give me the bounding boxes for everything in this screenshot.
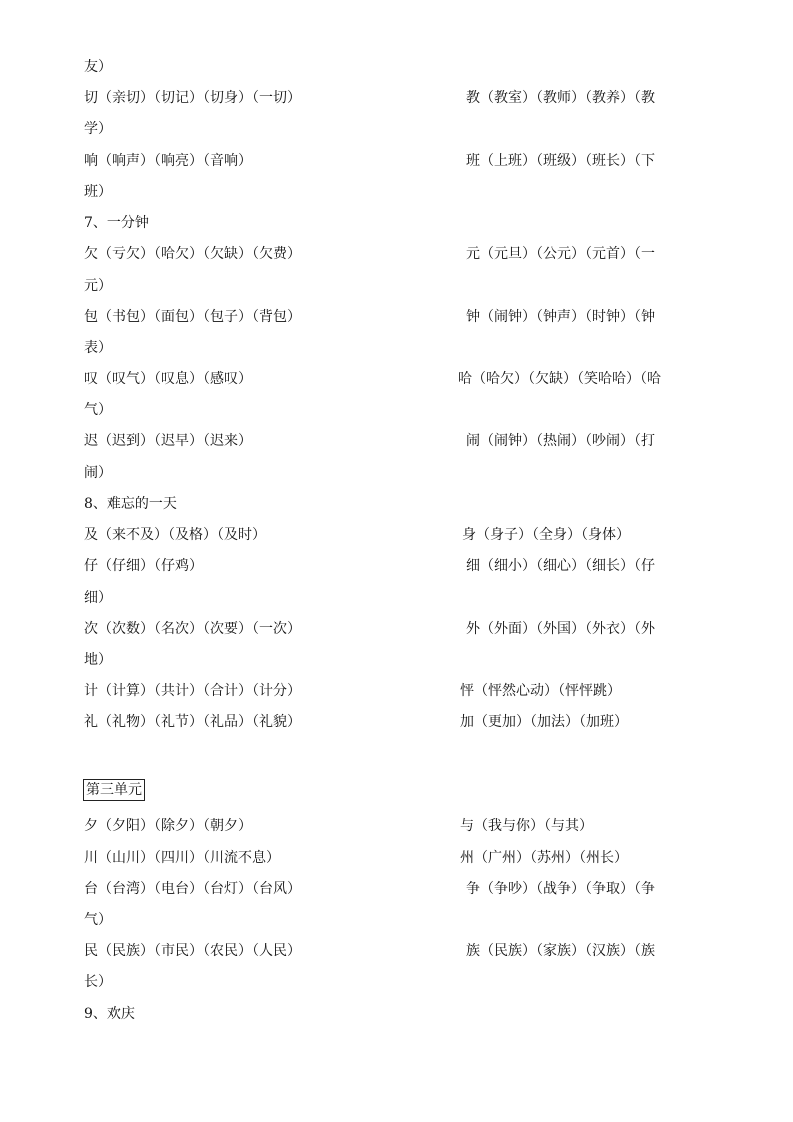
text-line-right: 哈（哈欠）（欠缺）（笑哈哈）（哈 (458, 371, 661, 387)
text-line-right: 与（我与你）（与其） (460, 818, 593, 834)
text-line: 切（亲切）（切记）（切身）（一切） (84, 90, 301, 106)
text-line: 次（次数）（名次）（次要）（一次） (84, 621, 301, 637)
text-line: 长） (84, 974, 112, 990)
text-line: 迟（迟到）（迟早）（迟来） (84, 433, 252, 449)
text-line-right: 州（广州）（苏州）（州长） (460, 850, 628, 866)
text-line-right: 元（元旦）（公元）（元首）（一 (466, 246, 655, 262)
lesson-heading: 9、欢庆 (84, 1006, 135, 1022)
text-line: 细） (84, 590, 112, 606)
text-line-right: 闹（闹钟）（热闹）（吵闹）（打 (466, 433, 655, 449)
text-line: 地） (84, 652, 112, 668)
text-line-right: 细（细小）（细心）（细长）（仔 (466, 558, 655, 574)
lesson-heading: 8、难忘的一天 (84, 496, 177, 512)
text-line: 叹（叹气）（叹息）（感叹） (84, 371, 252, 387)
text-line-right: 外（外面）（外国）（外衣）（外 (466, 621, 655, 637)
text-line: 欠（亏欠）（哈欠）（欠缺）（欠费） (84, 246, 301, 262)
text-line: 川（山川）（四川）（川流不息） (84, 850, 280, 866)
text-line: 气） (84, 912, 112, 928)
text-line-right: 身（身子）（全身）（身体） (462, 527, 630, 543)
text-line-right: 族（民族）（家族）（汉族）（族 (466, 943, 655, 959)
text-line-right: 怦（怦然心动）（怦怦跳） (460, 683, 621, 699)
text-line: 学） (84, 121, 112, 137)
text-line-right: 钟（闹钟）（钟声）（时钟）（钟 (466, 309, 655, 325)
text-line-right: 班（上班）（班级）（班长）（下 (466, 153, 655, 169)
text-line: 元） (84, 278, 112, 294)
text-line: 台（台湾）（电台）（台灯）（台风） (84, 881, 301, 897)
text-line-right: 争（争吵）（战争）（争取）（争 (466, 881, 655, 897)
text-line: 闹） (84, 465, 112, 481)
text-line: 夕（夕阳）（除夕）（朝夕） (84, 818, 252, 834)
text-line: 计（计算）（共计）（合计）（计分） (84, 683, 301, 699)
unit-heading-box: 第三单元 (83, 779, 145, 801)
text-line-right: 教（教室）（教师）（教养）（教 (466, 90, 655, 106)
text-line: 班） (84, 184, 112, 200)
text-line: 响（响声）（响亮）（音响） (84, 153, 252, 169)
text-line: 礼（礼物）（礼节）（礼品）（礼貌） (84, 714, 301, 730)
text-line: 包（书包）（面包）（包子）（背包） (84, 309, 301, 325)
text-line: 仔（仔细）（仔鸡） (84, 558, 203, 574)
text-line: 民（民族）（市民）（农民）（人民） (84, 943, 301, 959)
text-line: 及（来不及）（及格）（及时） (84, 527, 266, 543)
text-line: 气） (84, 402, 112, 418)
text-line: 表） (84, 340, 112, 356)
lesson-heading: 7、一分钟 (84, 215, 149, 231)
text-line: 友） (84, 59, 112, 75)
text-line-right: 加（更加）（加法）（加班） (460, 714, 628, 730)
